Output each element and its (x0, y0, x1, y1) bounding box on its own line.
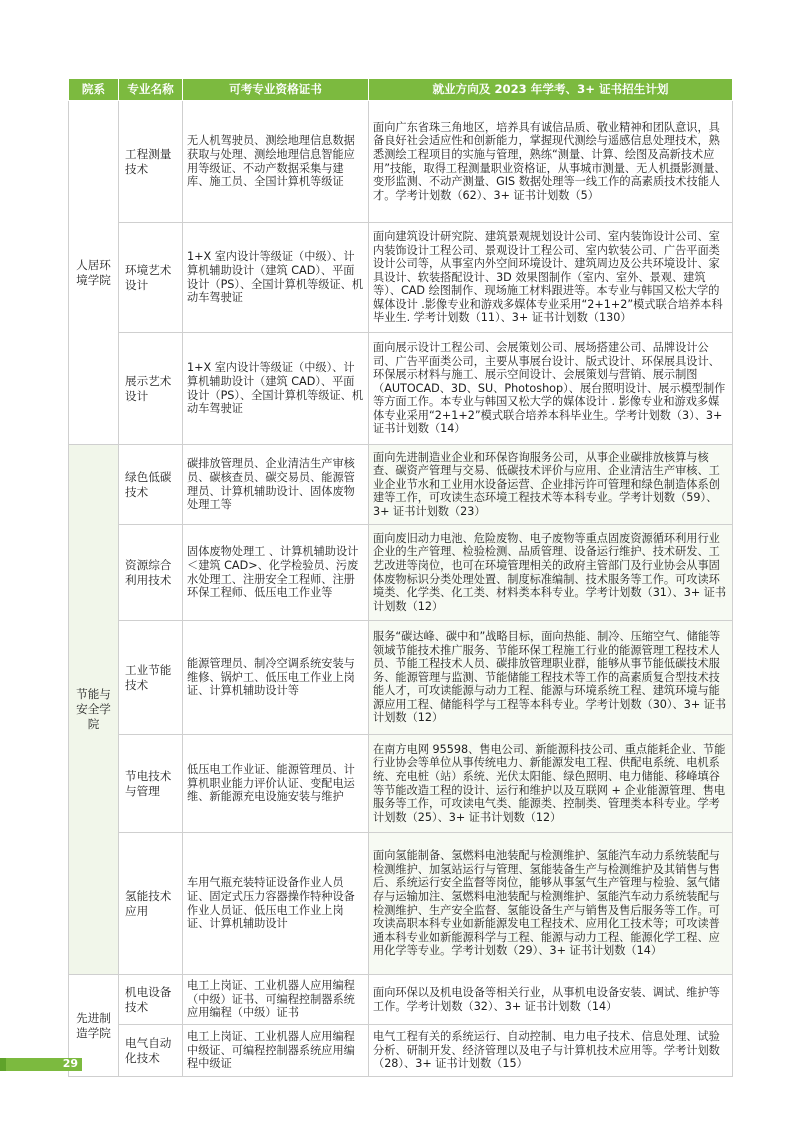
major-cell: 机电设备技术 (119, 975, 183, 1025)
plan-cell: 面向先进制造业企业和环保咨询服务公司，从事企业碳排放核算与核查、碳资产管理与交易、低碳技术评价与应用、企业清洁生产审核、工业企业节水和工业用水设备运营、企业排污许可管理和绿色制造体系创建等工作，可攻读生态环境工程技术等本科专业。学考计划数（59）、3+ 证书计划数（23） (369, 445, 733, 525)
table-row (69, 333, 733, 445)
plan-cell: 面向废旧动力电池、危险废物、电子废物等重点固废资源循环利用行业企业的生产管理、检验检测、品质管理、设备运行维护、技术研发、工艺改进等岗位，也可在环境管理相关的政府主管部门及行业协会从事固体废物标识分类处理处置、制度标准编制、技术服务等工作。可攻读环境类、化学类、化工类、材料类本科专业。学考计划数（31）、3+ 证书计划数（12） (369, 525, 733, 621)
header-major: 专业名称 (119, 79, 183, 101)
table-row (69, 445, 733, 525)
dept-cell: 人居环境学院 (69, 101, 119, 445)
header-cert: 可考专业资格证书 (183, 79, 369, 101)
cert-cell: 低压电工作业证、能源管理员、计算机职业能力评价认证、变配电运维、新能源充电设施安装与维护 (183, 735, 369, 833)
major-cell: 资源综合利用技术 (119, 525, 183, 621)
cert-cell: 车用气瓶充装特证设备作业人员证、固定式压力容器操作特种设备作业人员证、低压电工作业上岗证、计算机辅助设计 (183, 833, 369, 975)
cert-cell: 1+X 室内设计等级证（中级）、计算机辅助设计（建筑 CAD）、平面设计（PS）、全国计算机等级证、机动车驾驶证 (183, 333, 369, 445)
plan-cell: 在南方电网 95598、售电公司、新能源科技公司、重点能耗企业、节能行业协会等单位从事传统电力、新能源发电工程、供配电系统、电机系统、充电桩（站）系统、光伏太阳能、绿色照明、电力储能、移峰填谷等节能改造工程的设计、运行和维护以及互联网 + 企业能源管理、售电服务等工作，可攻读电气类、能源类、控制类、管理类本科专业。学考计划数（25）、3+ 证书计划数（12） (369, 735, 733, 833)
header-plan: 就业方向及 2023 年学考、3+ 证书招生计划 (369, 79, 733, 101)
plan-cell: 面向展示设计工程公司、会展策划公司、展场搭建公司、品牌设计公司、广告平面类公司，主要从事展台设计、版式设计、环保展具设计、环保展示材料与施工、展示空间设计、会展策划与营销、展示制图（AUTOCAD、3D、SU、Photoshop）、展台照明设计、展示模型制作等方面工作。本专业与韩国又松大学的媒体设计 . 影像专业和游戏多媒体专业采用“2+1+2”模式联合培养本科毕业生。学考计划数（3）、3+ 证书计划数（14） (369, 333, 733, 445)
major-cell: 电气自动化技术 (119, 1025, 183, 1077)
cert-cell: 无人机驾驶员、测绘地理信息数据获取与处理、测绘地理信息智能应用等级证、不动产数据采集与建库、施工员、全国计算机等级证 (183, 101, 369, 223)
cert-cell: 能源管理员、制冷空调系统安装与维修、锅炉工、低压电工作业上岗证、计算机辅助设计等 (183, 621, 369, 735)
table-row (69, 101, 733, 223)
table-row (69, 525, 733, 621)
major-cell: 绿色低碳技术 (119, 445, 183, 525)
page-edge-accent (0, 1058, 6, 1071)
cert-cell: 碳排放管理员、企业清洁生产审核员、碳核查员、碳交易员、能源管理员、计算机辅助设计、固体废物处理工等 (183, 445, 369, 525)
major-cell: 工程测量技术 (119, 101, 183, 223)
major-cell: 氢能技术应用 (119, 833, 183, 975)
page-number: 29 (62, 1057, 78, 1070)
admission-plan-table (68, 78, 733, 1077)
table-row (69, 975, 733, 1025)
table-row (69, 833, 733, 975)
plan-cell: 面向建筑设计研究院、建筑景观规划设计公司、室内装饰设计公司、室内装饰设计工程公司、景观设计工程公司、室内软装公司、广告平面类设计公司等，从事室内外空间环境设计、建筑周边及公共环境设计、家具设计、软装搭配设计、3D 效果图制作（室内、室外、景观、建筑等）、CAD 绘图制作、现场施工材料跟进等。本专业与韩国又松大学的媒体设计 .影像专业和游戏多媒体专业采用“2+1+2”模式联合培养本科毕业生. 学考计划数（11）、3+ 证书计划数（130） (369, 223, 733, 333)
table-row (69, 621, 733, 735)
dept-cell: 节能与安全学院 (69, 445, 119, 975)
cert-cell: 电工上岗证、工业机器人应用编程（中级）证书、可编程控制器系统应用编程（中级）证书 (183, 975, 369, 1025)
plan-cell: 服务“碳达峰、碳中和”战略目标，面向热能、制冷、压缩空气、储能等领域节能技术推广服务、节能环保工程施工行业的能源管理工程技术人员、节能工程技术人员、碳排放管理职业群，能够从事节能低碳技术服务、能源管理与监测、节能储能工程技术等工作的高素质复合型技术技能人才，可攻读能源与动力工程、能源与环境系统工程、建筑环境与能源应用工程、储能科学与工程等本科专业。学考计划数（30）、3+ 证书计划数（12） (369, 621, 733, 735)
cert-cell: 1+X 室内设计等级证（中级）、计算机辅助设计（建筑 CAD）、平面设计（PS）、全国计算机等级证、机动车驾驶证 (183, 223, 369, 333)
major-cell: 节电技术与管理 (119, 735, 183, 833)
major-cell: 工业节能技术 (119, 621, 183, 735)
table-row (69, 223, 733, 333)
table-row (69, 735, 733, 833)
page-number-tab (0, 1058, 82, 1071)
header-dept: 院系 (69, 79, 119, 101)
plan-cell: 电气工程有关的系统运行、自动控制、电力电子技术、信息处理、试验分析、研制开发、经济管理以及电子与计算机技术应用等。学考计划数（28）、3+ 证书计划数（15） (369, 1025, 733, 1077)
plan-cell: 面向环保以及机电设备等相关行业，从事机电设备安装、调试、维护等工作。学考计划数（32）、3+ 证书计划数（14） (369, 975, 733, 1025)
plan-cell: 面向广东省珠三角地区，培养具有诚信品质、敬业精神和团队意识，具备良好社会适应性和创新能力，掌握现代测绘与遥感信息处理技术，熟悉测绘工程项目的实施与管理，熟练“测量、计算、绘图及高新技术应用”技能，取得工程测量职业资格证，从事城市测量、无人机摄影测量、变形监测、不动产测量、GIS 数据处理等一线工作的高素质技术技能人才。学考计划数（62）、3+ 证书计划数（5） (369, 101, 733, 223)
dept-cell: 先进制造学院 (69, 975, 119, 1077)
table-header-row (69, 79, 733, 101)
table-row (69, 1025, 733, 1077)
plan-cell: 面向氢能制备、氢燃料电池装配与检测维护、氢能汽车动力系统装配与检测维护、加氢站运行与管理、氢能装备生产与检测维护及其销售与售后、系统运行安全监督等岗位，能够从事氢气生产管理与检验、氢气储存与运输加注、氢燃料电池装配与检测维护、氢能汽车动力系统装配与检测维护、生产安全监督、氢能设备生产与销售及售后服务等工作。可攻读高职本科专业如新能源发电工程技术、应用化工技术等；可攻读普通本科专业如新能源科学与工程、能源与动力工程、能源化学工程、应用化学等专业。学考计划数（29）、3+ 证书计划数（14） (369, 833, 733, 975)
major-cell: 环境艺术设计 (119, 223, 183, 333)
cert-cell: 电工上岗证、工业机器人应用编程中级证、可编程控制器系统应用编程中级证 (183, 1025, 369, 1077)
major-cell: 展示艺术设计 (119, 333, 183, 445)
cert-cell: 固体废物处理工 、计算机辅助设计＜建筑 CAD>、化学检验员、污废水处理工、注册安全工程师、注册环保工程师、低压电工作业等 (183, 525, 369, 621)
